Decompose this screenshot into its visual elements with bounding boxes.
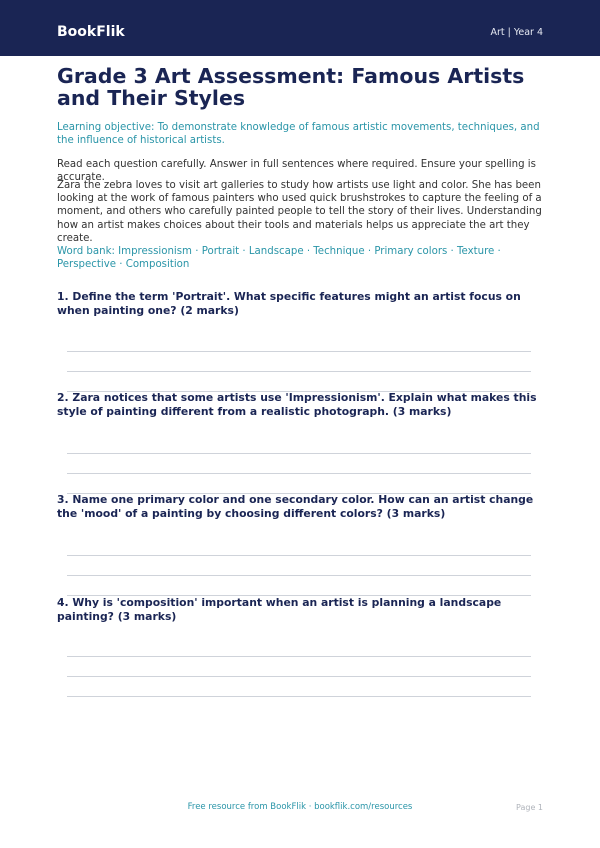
learning-objective: Learning objective: To demonstrate knowledge of famous artistic movements, techniques, and the influence of historical artists. (57, 122, 540, 146)
page-title: Grade 3 Art Assessment: Famous Artists and Their Styles (57, 64, 525, 110)
instructions-text: Read each question carefully. Answer in full sentences where required. Ensure your spelling is accurate. (57, 159, 536, 183)
header-bar (0, 0, 600, 56)
answer-line[interactable] (67, 676, 531, 677)
answer-line[interactable] (67, 555, 531, 556)
answer-line[interactable] (67, 575, 531, 576)
answer-line[interactable] (67, 453, 531, 454)
answer-line[interactable] (67, 656, 531, 657)
subject-year-label: Art | Year 4 (490, 27, 543, 38)
answer-line[interactable] (67, 371, 531, 372)
question-2: 2. Zara notices that some artists use 'Impressionism'. Explain what makes this style of painting different from a realistic photograph. (3 marks) (57, 391, 537, 418)
page-number: Page 1 (516, 803, 543, 812)
answer-line[interactable] (67, 473, 531, 474)
question-3: 3. Name one primary color and one secondary color. How can an artist change the 'mood' of a painting by choosing different colors? (3 marks) (57, 493, 534, 520)
word-bank: Word bank: Impressionism · Portrait · Landscape · Technique · Primary colors · Texture · Perspective · Composition (57, 246, 501, 270)
question-1: 1. Define the term 'Portrait'. What specific features might an artist focus on when painting one? (2 marks) (57, 290, 521, 317)
answer-line[interactable] (67, 696, 531, 697)
story-paragraph: Zara the zebra loves to visit art galleries to study how artists use light and color. She has been looking at the work of famous painters who used quick brushstrokes to capture the feeling of a moment, and others who carefully painted people to tell the story of their lives. Understanding how an artist makes choices about their tools and materials helps us appreciate the art they create. (57, 180, 542, 244)
question-4: 4. Why is 'composition' important when an artist is planning a landscape painting? (3 marks) (57, 596, 502, 623)
brand-logo[interactable]: BookFlik (57, 24, 125, 40)
footer-text[interactable]: Free resource from BookFlik · bookflik.com/resources (187, 802, 413, 812)
answer-line[interactable] (67, 351, 531, 352)
